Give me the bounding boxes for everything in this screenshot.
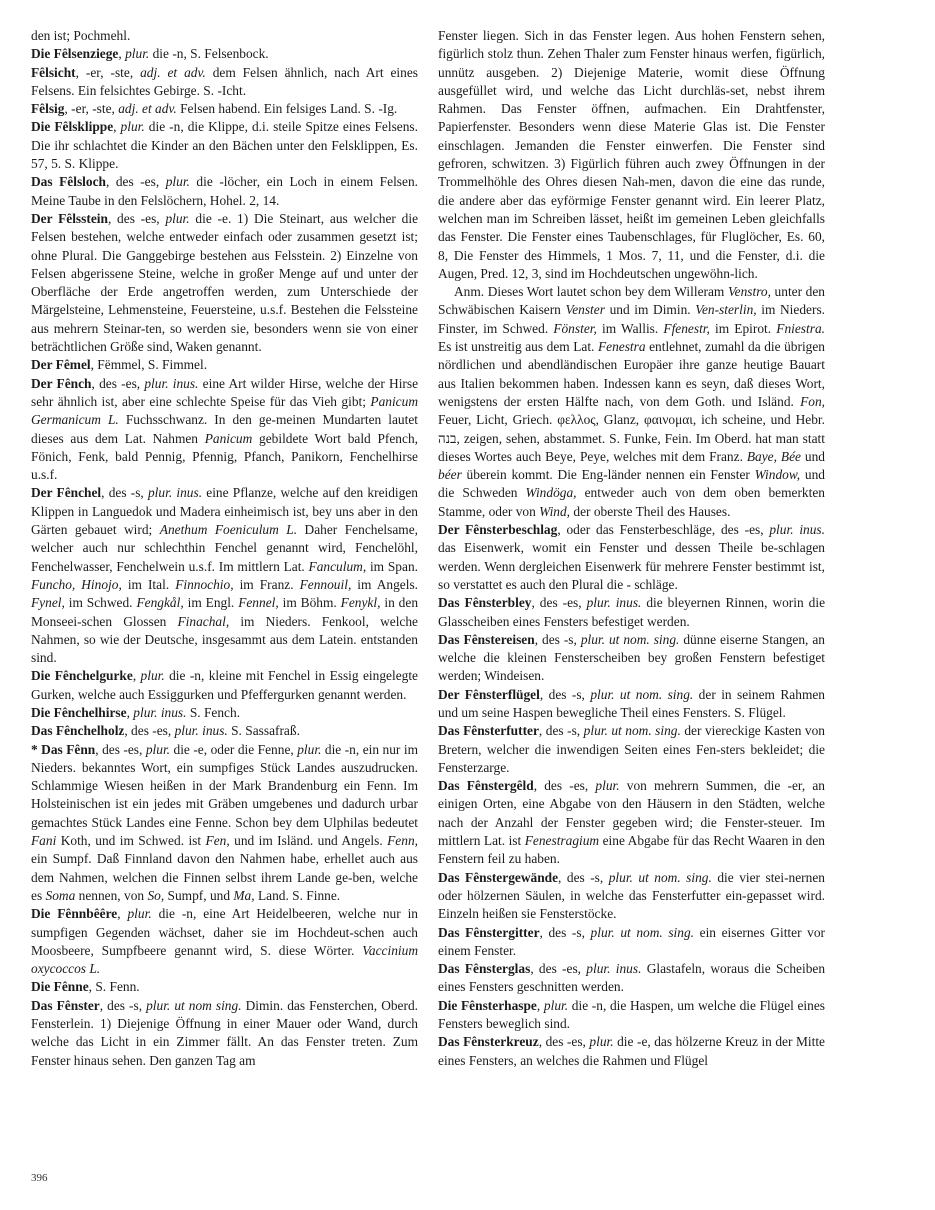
entry-text: im Wallis. [596, 320, 664, 336]
entry-text: Sumpf, und [164, 887, 234, 903]
dictionary-entry [438, 777, 825, 868]
headword: Das Fênchelholz [31, 723, 125, 739]
dictionary-entry [31, 27, 418, 45]
italic-text: plur. inus. [147, 485, 203, 501]
italic-text: Fenn, [387, 833, 418, 849]
entry-text: die -e. 1) Die Steinart, aus welcher die Felsen bestehen, welche entweder einfach oder zusammen gesetzt ist; ohne Plural. Die Ganggebirge bestehen aus Felsstein. 2) Einzelne von Felsen abgerissene Steine, welche in großer Menge auf und unter der Oberfläche der Erde angetroffen werden, zum Unterschiede der Märgelsteine, Lehmensteine, Feuersteine, u.s.f. Bestehen die Felssteine aus mehrern Steinar-ten, so werden sie, besonders wenn sie von einer beträchtlichen Größe sind, Waken genannt. [31, 210, 419, 355]
entry-text: unter den Schwäbischen Kaisern [438, 284, 826, 318]
entry-text: , [126, 704, 134, 720]
dictionary-entry [31, 722, 418, 740]
italic-text: plur. inus. [144, 375, 199, 391]
entry-text: , des -s, [558, 869, 609, 885]
italic-text: Fennel, [238, 595, 279, 611]
headword: Fêlsig [31, 101, 65, 117]
headword: Die Fênchelhirse [31, 704, 127, 720]
entry-text: Land. S. Finne. [254, 887, 341, 903]
dictionary-entry [438, 521, 825, 594]
italic-text: plur. ut nom. sing. [590, 924, 695, 940]
dictionary-entry [31, 100, 418, 118]
entry-text: im Schwed. [64, 595, 137, 611]
italic-text: Venstro, [727, 284, 771, 300]
italic-text: So, [147, 887, 165, 903]
entry-text: im Epirot. [709, 320, 777, 336]
entry-text: überein kommt. Die Eng-länder nennen ein Fenster [461, 467, 755, 483]
entry-text: Felsen habend. Ein felsiges Land. S. -Ig. [176, 101, 398, 117]
entry-text: Feuer, Licht, Griech. φελλος, Glanz, φαινομαι, ich scheine, und Hebr. בנה, zeigen, sehen, abstammet. S. Funke, Fein. Im Oberd. hat man statt dieses Wortes auch Beye, Peye, welches mit dem Franz. [438, 412, 825, 464]
italic-text: plur. [145, 741, 171, 757]
headword: Die Fênnbêêre [31, 906, 118, 922]
entry-text: , [132, 668, 141, 684]
italic-text: Anethum Foeniculum L. [159, 522, 298, 538]
entry-text: dem Felsen ähnlich, nach Art eines Felsens. Ein felsichtes Gebirge. S. -Icht. [31, 64, 419, 98]
entry-text: S. Sassafraß. [227, 723, 300, 739]
italic-text: Finnochio, [175, 576, 234, 592]
dictionary-entry [438, 631, 825, 686]
dictionary-entry [438, 283, 825, 521]
entry-text: , [536, 997, 544, 1013]
headword: Die Fênne [31, 979, 89, 995]
italic-text: plur. inus. [586, 595, 642, 611]
entry-text: die bleyernen Rinnen, worin die Glasscheiben eines Fensters befestiget werden. [438, 595, 826, 629]
dictionary-entry [31, 997, 418, 1070]
entry-text: der in seinem Rahmen und um seine Haspen bewegliche Theil eines Fensters. S. Flügel. [438, 686, 825, 720]
page-number: 396 [31, 1172, 48, 1184]
entry-text: , des -s, [99, 997, 147, 1013]
italic-text: Fynel, [31, 595, 65, 611]
entry-text: , des -es, [533, 778, 596, 794]
italic-text: Vaccinium oxycoccos L. [31, 942, 418, 977]
italic-text: Fenestra [597, 339, 646, 355]
entry-text: Daher Fenchelsame, welcher auch nur schlechthin Fenchel genannt wird, Fenchelöhl, Fenchelwasser, Fenchelwein u.s.f. Im mittlern Lat. [31, 522, 418, 574]
entry-text: der oberste Theil des Hauses. [570, 503, 731, 519]
entry-text: und im Dimin. [604, 302, 696, 318]
entry-text: ein Sumpf. Daß Finnland davon den Nahmen habe, erhellet auch aus dem Nahmen, welchen die Finnen selbst ihrem Lande ge-ben, welche es [31, 851, 418, 903]
headword: Das Fênsterglas [438, 961, 531, 977]
headword: Das Fênstergewände [438, 869, 559, 885]
right-column [438, 27, 825, 1070]
dictionary-entry [438, 960, 825, 997]
dictionary-entry [31, 45, 418, 63]
headword: Der Fêmel [31, 357, 91, 373]
dictionary-entry [31, 64, 418, 101]
entry-text: Dimin. das Fensterchen, Oberd. Fensterlein. 1) Diejenige Öffnung in einer Mauer oder Wand, durch welche das Licht in ein Zimmer fällt. An das Fenster treten. Zum Fenster hinaus sehen. Den ganzen Tag am [31, 997, 419, 1068]
italic-text: plur. ut nom. sing. [580, 631, 680, 647]
entry-text: , des -es, [105, 174, 166, 190]
italic-text: Fengkål, [136, 595, 184, 611]
italic-text: plur. inus. [174, 723, 228, 739]
headword: Die Fêlsklippe [31, 119, 114, 135]
italic-text: Panicum [204, 430, 253, 446]
entry-text: Es ist unstreitig aus dem Lat. [438, 339, 598, 355]
entry-text: im Ital. [121, 576, 176, 592]
entry-text: der viereckige Kasten von Bretern, welcher die inwendigen Seiten eines Fen-sters bekleidet; die Fensterzarge. [438, 723, 825, 775]
italic-text: Window, [754, 467, 801, 483]
dictionary-entry [31, 118, 418, 173]
italic-text: plur. ut nom sing. [146, 997, 242, 1013]
entry-text: die -n, eine Art Heidelbeeren, welche nur in sumpfigen Gegenden wächset, daher sie im Hochdeut-schen auch Moosbeere, Sumpfbeere genannt wird, S. diese Wörter. [31, 906, 418, 958]
entry-text: gebildete Wort bald Pfench, Fönich, Fenk, bald Pennig, Pfennig, Pfanch, Panikorn, Fenchelhirse u.s.f. [31, 430, 418, 483]
entry-text: eine Pflanze, welche auf den kreidigen Klippen in Languedok und Madera einheimisch ist, bey uns aber in den Gärten gebauet wird; [31, 485, 418, 538]
entry-text: und im Isländ. und Angels. [229, 833, 388, 849]
entry-text: die -n, die Haspen, um welche die Flügel eines Fensters beweglich sind. [438, 997, 826, 1032]
entry-text: die vier stei-nernen oder hölzernen Säulen, in welche das Fensterfutter ein-gepasset wird. Einzeln heißen sie Fensterstöcke. [438, 869, 825, 922]
entry-text: im Angels. [351, 576, 418, 592]
headword: Die Fêlsenziege [31, 46, 119, 62]
entry-text: , [113, 119, 121, 135]
entry-text: , des -es, [538, 1034, 590, 1050]
italic-text: plur. [165, 174, 190, 190]
entry-text: Koth, und im Schwed. ist [56, 833, 206, 849]
italic-text: plur. [589, 1034, 614, 1050]
entry-text: , S. Fenn. [88, 979, 140, 995]
dictionary-entry [31, 375, 418, 485]
italic-text: Fenestragium [524, 833, 600, 849]
dictionary-entry [438, 722, 825, 777]
entry-text: , -er, -ste, [64, 101, 119, 117]
entry-text: , des -es, [91, 375, 145, 391]
headword: Der Fênch [31, 375, 92, 391]
dictionary-entry [31, 484, 418, 667]
entry-text: im Engl. [183, 595, 239, 611]
entry-text: die -n, die Klippe, d.i. steile Spitze eines Felsens. Die ihr schlachtet die Kinder an den Bächen unter den Felsklippen, Es. 57, 5. S. Klippe. [31, 119, 418, 172]
italic-text: Fenykl, [340, 595, 381, 611]
italic-text: Funcho, Hinojo, [31, 576, 122, 592]
dictionary-entry [438, 997, 825, 1034]
headword: Das Fênster [31, 997, 100, 1013]
entry-text: , des -es, [124, 723, 175, 739]
dictionary-entry [31, 978, 418, 996]
entry-text: die -n, S. Felsenbock. [149, 46, 269, 62]
headword: Fêlsicht [31, 64, 76, 80]
italic-text: Ffenestr, [663, 320, 710, 336]
entry-text: Fenster liegen. Sich in das Fenster legen. Aus hohen Fenstern sehen, figürlich stolz thun. Zehen Thaler zum Fenster hinaus werfen, figürlich, unnütz ausgeben. 2) Diejenige Materie, womit diese Öffnung ausgefüllet wird, und welche das Licht durchläs-set, nebst ihrem Rahmen. Das Fenster öffnen, aufmachen. Ein Drahtfenster, Papierfenster. Besonders wenn diese Materie Glas ist. Die Fenster einschlagen. Jemanden die Fenster einwerfen. Die Fenster sind gefroren, schwitzen. 3) Figürlich führen auch zwey Öffnungen in der Trommelhöhle des Ohres diesen Nah-men, davon die eine das runde, die andere aber das eyförmige Fenster genannt wird. Ein leerer Platz, welchen man im Schreiben lässet, heißt im gemeinen Leben gleichfalls das Fenster. Die Fenster eines Taubenschlages, für Fluglöcher, Es. 60, 8, Die Fenster des Himmels, 1 Mos. 7, 11, und die Fenster, d.i. die Augen, Pred. 12, 3, sind im Hochdeutschen ungewöhn-lich. [438, 28, 825, 281]
italic-text: plur. [125, 46, 150, 62]
dictionary-entry [31, 356, 418, 374]
headword: Die Fênchelgurke [31, 668, 133, 684]
entry-text: im Nieders. Fenkool, welche Nahmen, so wie der Deutsche, insgesammt aus dem Latein. entstanden sind. [31, 613, 418, 666]
entry-text: dünne eiserne Stangen, an welche die kleinen Fensterscheiben bey großen Fenstern befestiget werden; Windeisen. [438, 631, 825, 684]
headword: Der Fênsterflügel [438, 686, 540, 702]
italic-text: plur. [543, 997, 569, 1013]
dictionary-entry [438, 686, 825, 723]
entry-text: , [118, 46, 126, 62]
dictionary-entry [438, 594, 825, 631]
entry-text: Glastafeln, woraus die Scheiben eines Fensters geschnitten werden. [438, 961, 826, 995]
entry-text: , des -s, [539, 924, 591, 940]
italic-text: Fennouil, [299, 576, 352, 592]
entry-text: im Franz. [233, 576, 300, 592]
headword: Das Fênstergitter [438, 924, 540, 940]
entry-text: das Eisenwerk, womit ein Fenster und dessen Theile be-schlagen werden. Wenn dergleichen Eisenwerk für mehrere Fenster bestimmt ist, so verstattet es auch den Plural die - schläge. [438, 540, 825, 592]
entry-text: ein eisernes Gitter vor einem Fenster. [438, 924, 825, 958]
italic-text: plur. [140, 668, 165, 684]
entry-text: entlehnet, zumahl da die übrigen nördlichen und abendländischen Europäer ihre ganze heutige Bauart aus Italien bekommen haben. Indessen kann es seyn, daß dieses Wort, wenigstens der ersten Hälfte nach, von dem Goth. und Isländ. [438, 339, 825, 409]
entry-text: , des -s, [538, 723, 584, 739]
dictionary-entry [31, 210, 418, 356]
headword: Die Fênsterhaspe [438, 997, 537, 1013]
italic-text: plur. inus. [133, 704, 187, 720]
italic-text: Fniestra. [776, 320, 825, 336]
italic-text: Venster [565, 302, 605, 318]
dictionary-entry [31, 905, 418, 978]
entry-text: den ist; Pochmehl. [31, 28, 131, 43]
italic-text: Panicum Germanicum L. [31, 393, 418, 428]
italic-text: plur. [297, 741, 322, 757]
entry-text: , [117, 906, 128, 922]
italic-text: Finachal, [177, 613, 230, 629]
italic-text: Fani [31, 833, 57, 849]
entry-text: , des -s, [101, 485, 148, 501]
italic-text: plur. ut nom. sing. [608, 869, 712, 885]
headword: Das Fênsterkreuz [438, 1034, 539, 1050]
entry-text: , oder das Fensterbeschläge, des -es, [557, 522, 770, 538]
italic-text: Wind, [539, 503, 571, 519]
entry-text: und [800, 448, 825, 464]
italic-text: Fönster, [553, 320, 597, 336]
italic-text: Ma, [233, 887, 255, 903]
entry-text: eine Art wilder Hirse, welche der Hirse sehr ähnlich ist, aber eine schlechte Speise für das Vieh gibt; [31, 375, 419, 409]
headword: Das Fêlsloch [31, 174, 106, 190]
dictionary-entry [438, 1033, 825, 1070]
italic-text: béer [438, 467, 462, 483]
italic-text: adj. et adv. [118, 101, 177, 117]
entry-text: die -n, kleine mit Fenchel in Essig eingelegte Gurken, welche auch Essiggurken und Pfeffergurken genannt werden. [31, 668, 418, 702]
italic-text: Fon, [800, 393, 825, 409]
dictionary-entry [31, 667, 418, 704]
entry-text: , des -es, [95, 741, 146, 757]
entry-text: die -löcher, ein Loch in einem Felsen. Meine Taube in den Felslöchern, Hohel. 2, 14. [31, 174, 418, 208]
entry-text: nennen, von [75, 887, 148, 903]
entry-text: , des -es, [107, 210, 166, 226]
italic-text: plur. inus. [769, 522, 825, 538]
dictionary-entry [31, 704, 418, 722]
entry-text: , des -s, [534, 631, 581, 647]
entry-text: von mehrern Summen, die -er, an einigen Orten, eine Abgabe von den Häusern in den Städten, welche nach der Anzahl der Fenster gegeben wird; die Fenster-steuer. Im mittlern Lat. ist [438, 778, 826, 849]
headword: Das Fênstergêld [438, 778, 534, 794]
headword: Der Fênsterbeschlag [438, 522, 558, 538]
entry-text: entweder auch von dem oben bemerkten Stamme, oder von [438, 485, 825, 519]
entry-text: eine Abgabe für das Recht Waaren in den Fenstern feil zu haben. [438, 833, 825, 867]
entry-text: , -er, -ste, [75, 64, 141, 80]
headword: Der Fêlsstein [31, 210, 108, 226]
entry-text: die -e, das hölzerne Kreuz in der Mitte eines Fensters, an welches die Rahmen und Flügel [438, 1034, 825, 1068]
entry-text: im Böhm. [278, 595, 341, 611]
dictionary-entry [438, 924, 825, 961]
italic-text: plur. [595, 778, 620, 794]
entry-text: , des -es, [531, 595, 587, 611]
italic-text: Ven-sterlin, [695, 302, 757, 318]
dictionary-entry [31, 173, 418, 210]
dictionary-entry [31, 741, 418, 906]
entry-text: Anm. Dieses Wort lautet schon bey dem Willeram [454, 284, 728, 300]
entry-text: Fuchsschwanz. In den ge-meinen Mundarten lautet dieses aus dem Lat. Nahmen [31, 412, 418, 446]
italic-text: adj. et adv. [140, 64, 206, 80]
left-column [31, 27, 418, 1070]
italic-text: plur. ut nom. sing. [583, 723, 681, 739]
entry-text: in den Monseei-schen Glossen [31, 595, 419, 629]
italic-text: plur. [127, 906, 152, 922]
entry-text: die -e, oder die Fenne, [170, 741, 298, 757]
entry-text: im Span. [366, 558, 418, 574]
entry-text: und die Schweden [438, 467, 825, 501]
dictionary-entry [438, 869, 825, 924]
entry-text: die -n, ein nur im Nieders. bekanntes Wort, ein sumpfiges Stück Landes auszudrucken. Schlammige Wiesen heißen in der Mark Brandenburg ein Fenn. Im Holsteinischen ist ein jedes mit Gräben umgebenes und dadurch urbar gemachtes Stück Landes eine Fenne. Schon bey dem Ulphilas bedeutet [31, 741, 418, 830]
italic-text: plur. inus. [586, 961, 642, 977]
italic-text: Baye, Bée [746, 448, 801, 464]
headword: * Das Fênn [31, 741, 96, 757]
italic-text: plur. ut nom. sing. [590, 686, 694, 702]
italic-text: plur. [120, 119, 145, 135]
italic-text: Windöga, [525, 485, 577, 501]
entry-text: , Fëmmel, S. Fimmel. [90, 357, 208, 373]
headword: Der Fênchel [31, 485, 102, 501]
headword: Das Fênsterfutter [438, 723, 539, 739]
entry-text: im Nieders. Finster, im Schwed. [438, 302, 826, 336]
italic-text: Fen, [205, 833, 230, 849]
headword: Das Fênstereisen [438, 631, 535, 647]
entry-text: , des -s, [539, 686, 591, 702]
dictionary-entry [438, 27, 825, 283]
entry-text: S. Fench. [186, 704, 241, 720]
italic-text: Fanculum, [308, 558, 367, 574]
headword: Das Fênsterbley [438, 595, 532, 611]
italic-text: Soma [45, 887, 76, 903]
italic-text: plur. [165, 210, 190, 226]
entry-text: , des -es, [530, 961, 587, 977]
